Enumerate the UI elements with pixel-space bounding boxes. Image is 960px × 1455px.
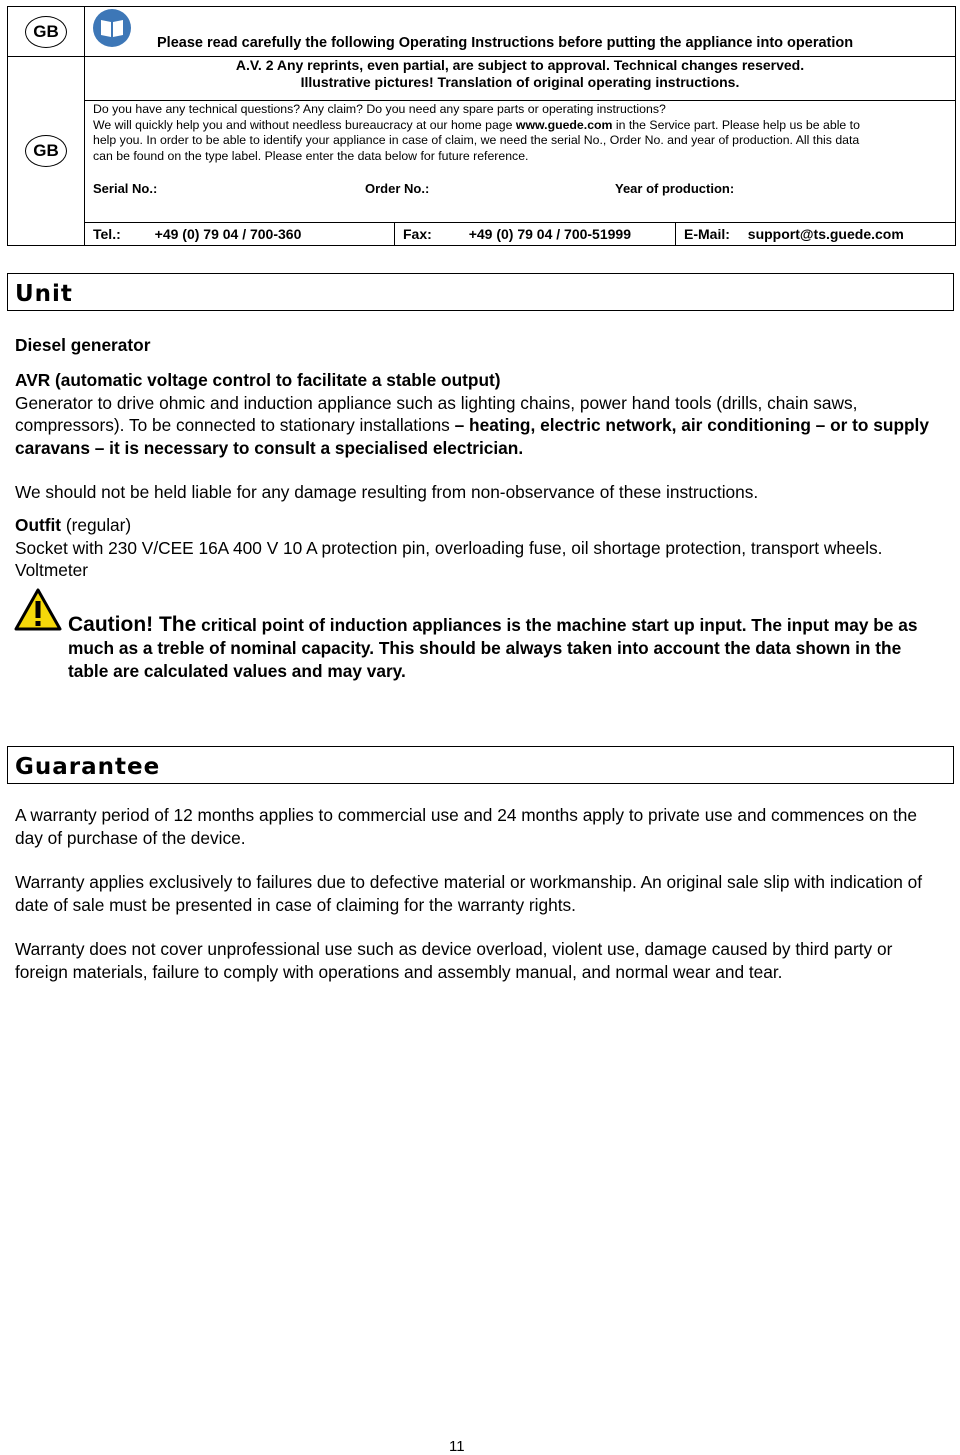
av-line-1: A.V. 2 Any reprints, even partial, are subject to approval. Technical changes reserved.: [235, 57, 805, 73]
guarantee-heading: Guarantee: [15, 754, 161, 780]
av-notice: [85, 57, 956, 101]
caution-text: critical point of induction appliances is the machine start up input. The input may be as much as a treble of nominal capacity. This should be always taken into account the data shown in the table are calculated values and may vary.: [68, 615, 918, 681]
unit-description: [15, 369, 935, 459]
help-line-4: can be found on the type label. Please enter the data below for future reference.: [93, 148, 529, 163]
website-www[interactable]: www.: [515, 117, 548, 132]
website-com[interactable]: .com: [583, 117, 613, 132]
tel-label: Tel.:: [93, 226, 121, 242]
outfit-block: [15, 514, 935, 582]
unit-desc-a: Generator to drive ohmic and induction appliance such as lighting chains, power hand tools (drills, chain saws, compressors). To be connected to stationary installations: [15, 392, 858, 435]
unit-heading: Unit: [15, 281, 73, 307]
contact-cell: [85, 223, 956, 246]
help-cell: [85, 101, 956, 223]
guarantee-p2: Warranty applies exclusively to failures due to defective material or workmanship. An original sale slip with indication of date of sale must be presented in case of claiming for the warranty rights.: [15, 872, 923, 915]
caution-block: [68, 613, 938, 683]
email-label: E-Mail:: [684, 226, 730, 242]
tel-cell: [85, 223, 395, 245]
help-line-2b: in the Service part. Please help us be able to: [612, 117, 860, 132]
serial-label: Serial No.:: [93, 181, 158, 196]
help-line-3: help you. In order to be able to identify your appliance in case of claim, we need the serial No., Order No. and year of production. All this data: [93, 133, 860, 147]
email-cell: [676, 223, 956, 245]
fax-cell: [395, 223, 676, 245]
product-name: Diesel generator: [15, 335, 151, 355]
country-cell: [8, 7, 85, 57]
unit-desc-text: [15, 392, 935, 460]
av-line-2: Illustrative pictures! Translation of original operating instructions.: [300, 74, 740, 90]
website-link[interactable]: guede: [547, 117, 584, 132]
unit-desc-b: – heating, electric network, air conditioning – or to supply caravans – it is necessary to consult a specialised electrician.: [15, 415, 929, 458]
help-line-1: Do you have any technical questions? Any claim? Do you need any spare parts or operating instructions?: [93, 102, 666, 116]
year-label: Year of production:: [615, 181, 735, 196]
reference-fields: [85, 181, 955, 201]
liability-text: We should not be held liable for any damage resulting from non-observance of these instructions.: [15, 482, 759, 502]
help-text: [85, 101, 955, 164]
country-cell-2: [8, 57, 85, 246]
outfit-label: Outfit: [15, 515, 62, 535]
outfit-regular: (regular): [61, 515, 132, 535]
unit-product: [15, 334, 935, 357]
avr-line: AVR (automatic voltage control to facilitate a stable output): [15, 370, 501, 390]
help-line-2a: We will quickly help you and without needless bureaucracy at our home page: [93, 117, 516, 132]
read-notice: Please read carefully the following Operating Instructions before putting the appliance into operation: [157, 35, 854, 51]
book-icon: [93, 9, 131, 47]
order-label: Order No.:: [365, 181, 430, 196]
fax-label: Fax:: [403, 226, 432, 242]
guarantee-p1: A warranty period of 12 months applies to commercial use and 24 months apply to private use and commences on the day of purchase of the device.: [15, 805, 917, 848]
unit-section-header: [7, 273, 954, 311]
warning-icon: [14, 588, 62, 637]
caution-word: Caution! The: [68, 613, 197, 636]
tel-value[interactable]: +49 (0) 79 04 / 700-360: [154, 226, 302, 242]
country-badge: GB: [25, 16, 67, 48]
help-line-2: [93, 118, 949, 134]
outfit-desc: Socket with 230 V/CEE 16A 400 V 10 A protection pin, overloading fuse, oil shortage protection, transport wheels. Voltmeter: [15, 537, 883, 580]
guarantee-section-header: [7, 746, 954, 784]
guarantee-p3: Warranty does not cover unprofessional use such as device overload, violent use, damage caused by third party or foreign materials, failure to comply with operations and assembly manual, and normal wear and tear.: [15, 939, 893, 982]
contact-row: [85, 223, 955, 245]
outfit-heading: [15, 514, 935, 537]
email-value[interactable]: support@ts.guede.com: [747, 226, 904, 242]
country-badge-2: GB: [25, 135, 67, 167]
page-number: 11: [449, 1438, 465, 1455]
fax-value: +49 (0) 79 04 / 700-51999: [468, 226, 631, 242]
